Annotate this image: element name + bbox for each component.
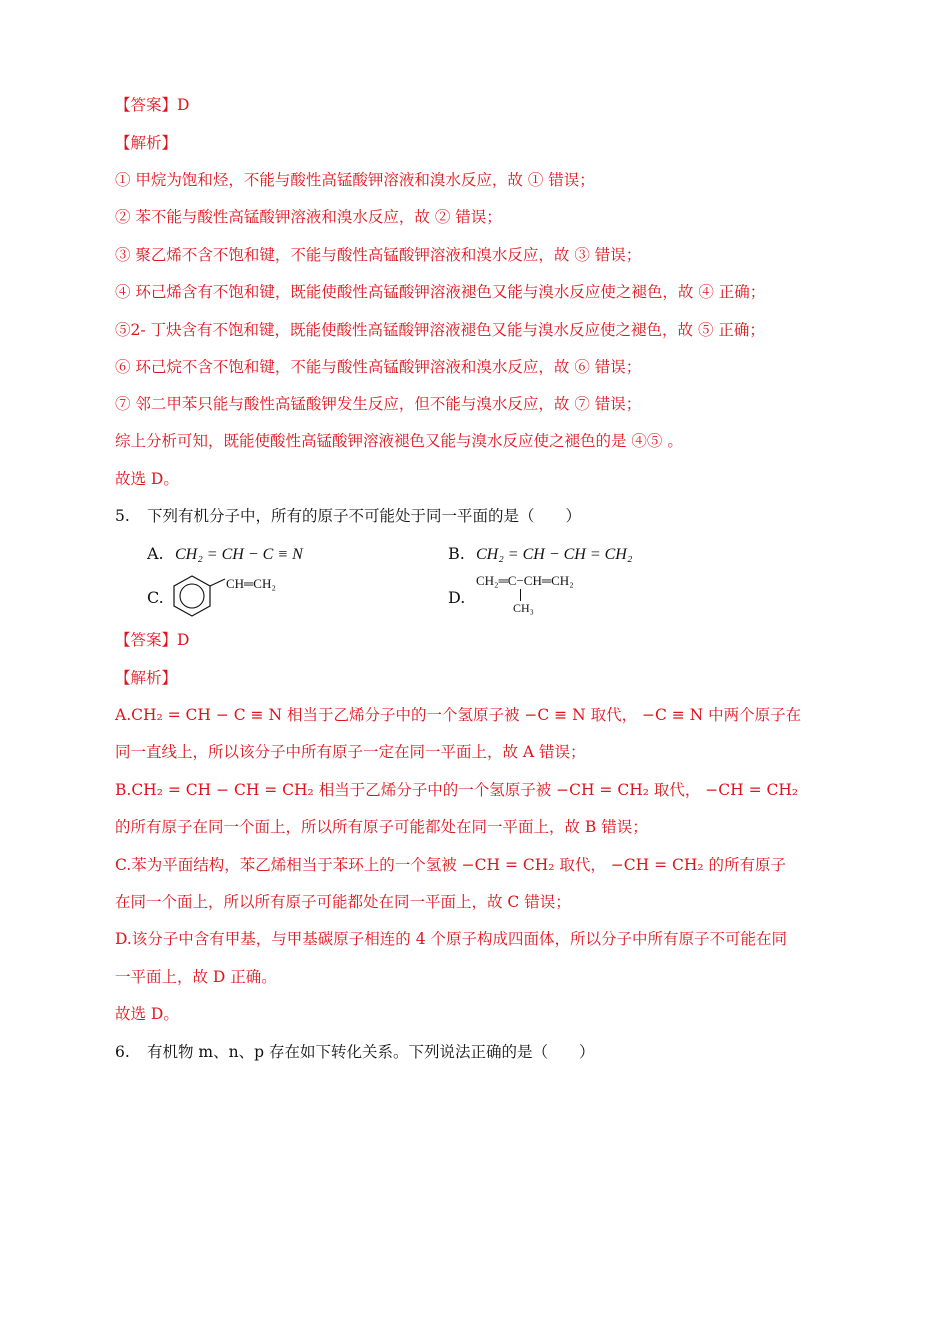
analysis-label-1: 【解析】 — [115, 134, 178, 152]
analysis-5-line-2: 同一直线上，所以该分子中所有原子一定在同一平面上，故 A 错误； — [115, 743, 586, 761]
analysis-5-line-5: C.苯为平面结构，苯乙烯相当于苯环上的一个氢被 −CH = CH₂ 取代， −CH = CH₂ 的所有原子 — [115, 856, 787, 874]
answer-label-5: 【答案】D — [115, 631, 190, 649]
question-text: 有机物 m、n、p 存在如下转化关系。下列说法正确的是（ ） — [147, 1043, 595, 1061]
analysis-item-3: ③ 聚乙烯不含不饱和键，不能与酸性高锰酸钾溶液和溴水反应，故 ③ 错误； — [115, 246, 642, 264]
question-5-stem — [115, 506, 581, 526]
question-6-stem — [115, 1042, 594, 1062]
analysis-conclusion: 故选 D。 — [115, 470, 179, 488]
analysis-5-line-8: 一平面上，故 D 正确。 — [115, 968, 277, 986]
question-text: 下列有机分子中，所有的原子不可能处于同一平面的是（ ） — [147, 507, 582, 525]
analysis-5-line-1: A.CH₂ = CH − C ≡ N 相当于乙烯分子中的一个氢原子被 −C ≡ N 取代， −C ≡ N 中两个原子在 — [115, 706, 802, 724]
option-c-label: C. — [147, 588, 164, 607]
option-a[interactable] — [147, 543, 303, 566]
question-number: 5. — [115, 507, 130, 525]
styrene-structure — [170, 570, 300, 620]
option-d-main-chain: CH₂═C−CH═CH₂ — [476, 573, 574, 588]
analysis-5-line-4: 的所有原子在同一个面上，所以所有原子可能都处在同一平面上，故 B 错误； — [115, 818, 648, 836]
analysis-5-conclusion: 故选 D。 — [115, 1005, 179, 1023]
analysis-item-1: ① 甲烷为饱和烃，不能与酸性高锰酸钾溶液和溴水反应，故 ① 错误； — [115, 171, 595, 189]
option-d[interactable] — [448, 587, 476, 609]
option-b-formula: CH₂ = CH − CH = CH₂ — [476, 546, 633, 563]
analysis-item-2: ② 苯不能与酸性高锰酸钾溶液和溴水反应，故 ② 错误； — [115, 208, 502, 226]
benzene-ring — [174, 576, 210, 616]
analysis-item-7: ⑦ 邻二甲苯只能与酸性高锰酸钾发生反应，但不能与溴水反应，故 ⑦ 错误； — [115, 395, 642, 413]
methyl-group-label: CH₃ — [513, 601, 534, 615]
vinyl-group-label: CH═CH₂ — [226, 576, 276, 591]
analysis-5-line-6: 在同一个面上，所以所有原子可能都处在同一平面上，故 C 错误； — [115, 893, 571, 911]
analysis-5-line-7: D.该分子中含有甲基，与甲基碳原子相连的 4 个原子构成四面体，所以分子中所有原子不可能在同 — [115, 930, 788, 948]
analysis-item-6: ⑥ 环己烷不含不饱和键，不能与酸性高锰酸钾溶液和溴水反应，故 ⑥ 错误； — [115, 358, 642, 376]
option-b[interactable] — [448, 543, 632, 566]
analysis-item-4: ④ 环己烯含有不饱和键，既能使酸性高锰酸钾溶液褪色又能与溴水反应使之褪色，故 ④ 正确； — [115, 283, 766, 301]
option-b-label: B. — [448, 544, 465, 563]
vinyl-bond — [210, 579, 225, 586]
question-number: 6. — [115, 1043, 130, 1061]
option-a-formula: CH₂ = CH − C ≡ N — [175, 546, 303, 563]
option-d-label: D. — [448, 588, 466, 607]
analysis-label-5: 【解析】 — [115, 669, 178, 687]
methyl-bond — [520, 589, 521, 601]
analysis-item-5: ⑤2- 丁炔含有不饱和键，既能使酸性高锰酸钾溶液褪色又能与溴水反应使之褪色，故 ⑤ 正确； — [115, 321, 765, 339]
analysis-5-line-3: B.CH₂ = CH − CH = CH₂ 相当于乙烯分子中的一个氢原子被 −CH = CH₂ 取代， −CH = CH₂ — [115, 781, 799, 799]
analysis-summary: 综上分析可知，既能使酸性高锰酸钾溶液褪色又能与溴水反应使之褪色的是 ④⑤ 。 — [115, 432, 683, 450]
answer-label-1: 【答案】D — [115, 96, 190, 114]
option-a-label: A. — [147, 544, 164, 563]
benzene-ring-circle — [180, 584, 204, 608]
